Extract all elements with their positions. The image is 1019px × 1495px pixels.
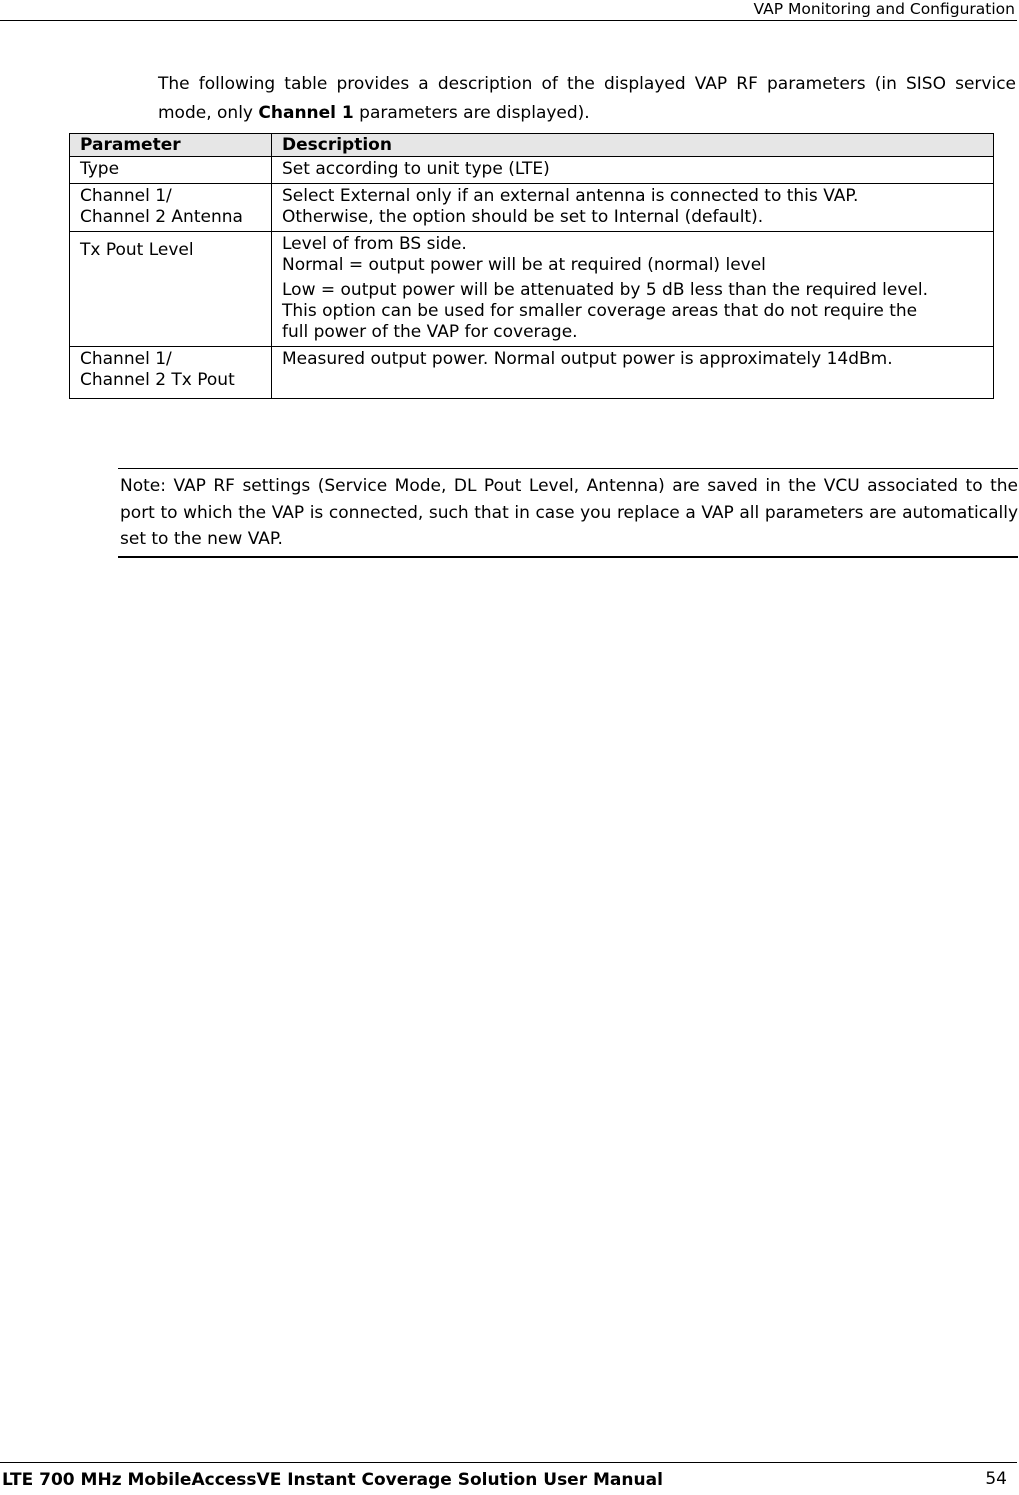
description-cell <box>272 232 994 347</box>
page-header <box>0 0 1017 21</box>
table-row <box>70 347 994 399</box>
parameter-cell <box>70 157 272 184</box>
table-row <box>70 232 994 347</box>
table-row <box>70 157 994 184</box>
parameter-text: Type <box>80 159 120 179</box>
description-text: Set according to unit type (LTE) <box>282 159 550 179</box>
note-box <box>118 468 1018 558</box>
parameter-cell <box>70 232 272 347</box>
page-footer <box>0 1462 1017 1495</box>
description-text: Low = output power will be attenuated by 5 dB less than the required level. <box>282 280 929 300</box>
parameter-text: Channel 1/ <box>80 349 172 369</box>
description-text: Measured output power. Normal output power is approximately 14dBm. <box>282 349 893 369</box>
header-description: Description <box>272 134 994 157</box>
description-cell <box>272 184 994 232</box>
parameter-cell <box>70 184 272 232</box>
parameter-text: Tx Pout Level <box>80 240 194 260</box>
intro-text-bold: Channel 1 <box>258 103 354 123</box>
note-text: Note: VAP RF settings (Service Mode, DL Pout Level, Antenna) are saved in the VCU associated to the port to which the VAP is connected, such that in case you replace a VAP all parameters are automatically set to the new VAP. <box>120 476 1018 549</box>
description-text: Normal = output power will be at required (normal) level <box>282 255 766 275</box>
intro-text-end: parameters are displayed). <box>353 103 590 123</box>
footer-manual-title: LTE 700 MHz MobileAccessVE Instant Coverage Solution User Manual <box>2 1470 663 1490</box>
parameter-text: Channel 2 Tx Pout <box>80 370 235 390</box>
description-text: Otherwise, the option should be set to Internal (default). <box>282 207 764 227</box>
intro-paragraph <box>158 70 1016 128</box>
parameters-table <box>69 133 994 399</box>
header-parameter: Parameter <box>70 134 272 157</box>
description-cell <box>272 347 994 399</box>
header-section-title: VAP Monitoring and Configuration <box>753 0 1015 18</box>
footer-page-number: 54 <box>985 1469 1007 1489</box>
description-text: full power of the VAP for coverage. <box>282 322 578 342</box>
description-cell <box>272 157 994 184</box>
parameter-text: Channel 2 Antenna <box>80 207 243 227</box>
parameter-text: Channel 1/ <box>80 186 172 206</box>
intro-text-start: The following table provides a description of the displayed VAP RF parameters (in SISO service mode, only <box>158 74 1016 123</box>
parameter-cell <box>70 347 272 399</box>
description-text: This option can be used for smaller coverage areas that do not require the <box>282 301 918 321</box>
description-text: Select External only if an external antenna is connected to this VAP. <box>282 186 859 206</box>
table-row <box>70 184 994 232</box>
table-header-row <box>70 134 994 157</box>
description-text: Level of from BS side. <box>282 234 467 254</box>
